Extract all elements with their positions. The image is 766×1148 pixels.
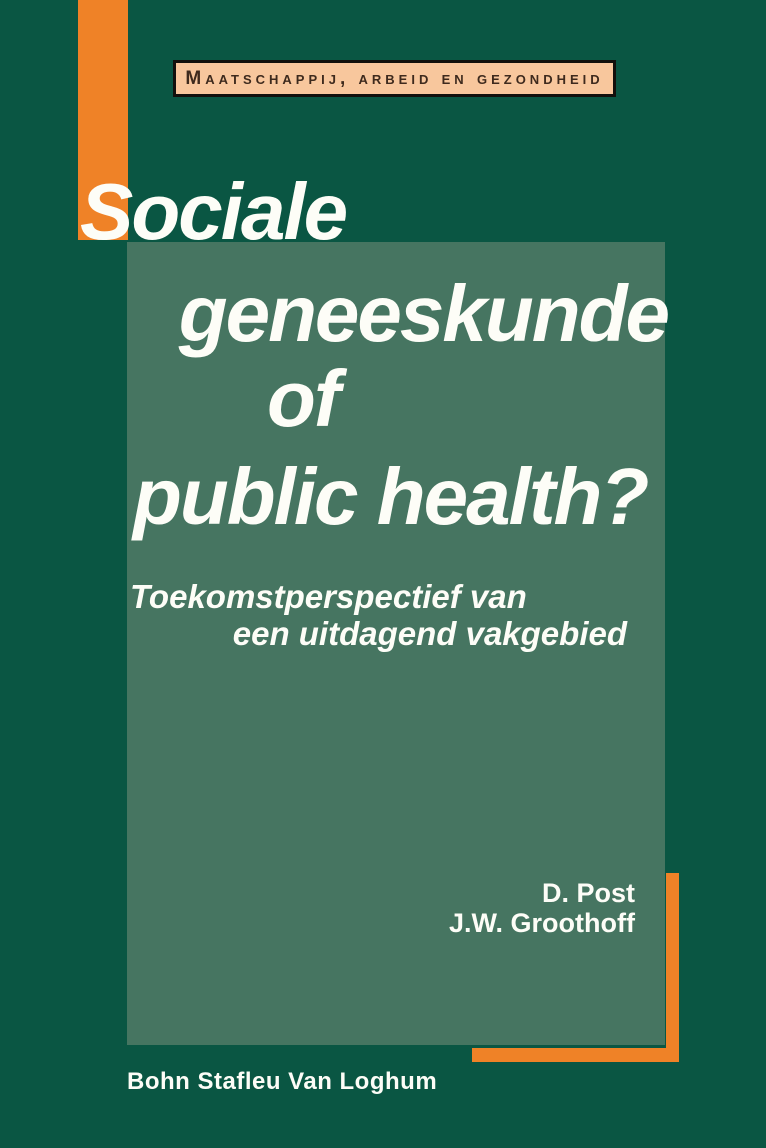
subtitle-line-2: een uitdagend vakgebied (232, 615, 627, 652)
title-line-2: geneeskunde (178, 269, 668, 358)
orange-accent-bar-bottom (472, 1048, 679, 1062)
title-line-3: of (267, 354, 339, 443)
publisher-name: Bohn Stafleu Van Loghum (127, 1068, 438, 1095)
title-line-1: Sociale (80, 167, 347, 256)
subtitle-line-1: Toekomstperspectief van (130, 578, 527, 615)
author-2: J.W. Groothoff (449, 908, 635, 938)
orange-accent-bar-right (666, 873, 679, 1062)
series-banner (173, 60, 616, 97)
series-banner-label: Maatschappij, arbeid en gezondheid (185, 67, 604, 89)
author-1: D. Post (541, 878, 635, 908)
title-line-4: public health? (133, 452, 648, 541)
authors-block (449, 878, 635, 938)
